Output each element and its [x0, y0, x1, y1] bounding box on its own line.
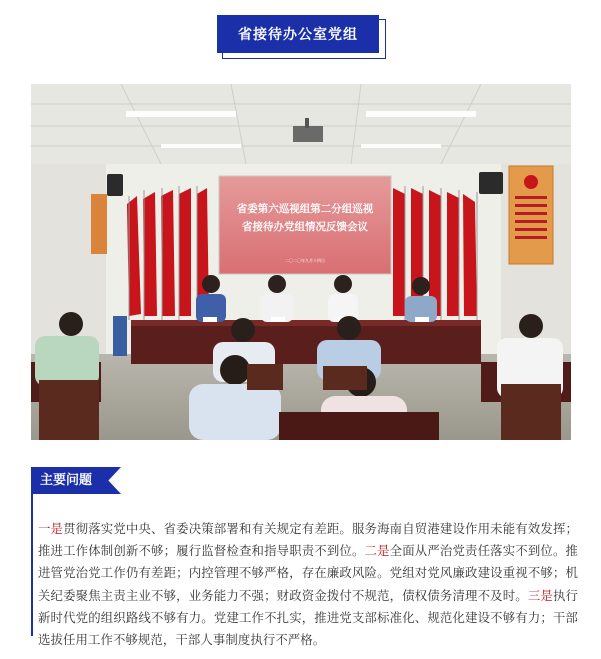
screen-date: 二〇二〇年九月十四日	[285, 258, 325, 263]
issues-paragraph	[38, 518, 578, 651]
title-banner	[0, 15, 601, 59]
issue-marker: 一是	[38, 521, 64, 536]
issue-marker: 三是	[527, 587, 553, 603]
section-title: 主要问题	[40, 473, 93, 488]
screen-line-1: 省委第六巡视组第二分组巡视	[236, 203, 374, 215]
issue-text: 全面从严治党责任落实不到位。推进管党治党工作仍有差距；内控管理不够严格，存在廉政风险。党组对党风廉政建设重视不够；机关纪委聚焦主责主业不够，业务能力不强；财政资金拨付不规范，债权债务清理不及时。	[38, 543, 578, 603]
meeting-photo	[31, 84, 571, 440]
issue-text: 贯彻落实党中央、省委决策部署和有关规定有差距。服务海南自贸港建设作用未能有效发挥；推进工作体制创新不够；履行监督检查和指导职责不到位。	[38, 521, 578, 559]
section-accent-line	[31, 494, 33, 636]
issue-marker: 二是	[364, 543, 390, 559]
screen-line-2: 省接待办党组情况反馈会议	[242, 221, 368, 233]
page-title: 省接待办公室党组	[217, 15, 379, 53]
issue-text: 执行新时代党的组织路线不够有力。党建工作不扎实，推进党支部标准化、规范化建设不够有力；干部选拔任用工作不够规范，干部人事制度执行不严格。	[38, 587, 579, 648]
meeting-scene	[31, 84, 571, 440]
